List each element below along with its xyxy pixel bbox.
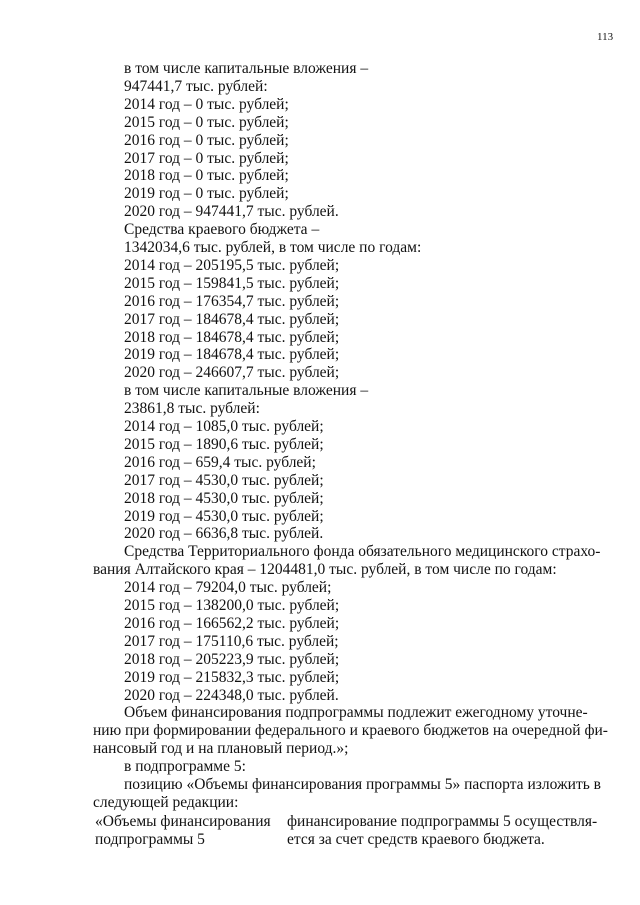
text-line: 2018 год – 205223,9 тыс. рублей;: [124, 650, 340, 668]
paragraph-line: нансовый год и на плановый период.»;: [93, 740, 349, 758]
text-line: 2015 год – 0 тыс. рублей;: [124, 113, 289, 131]
text-line: 2016 год – 0 тыс. рублей;: [124, 131, 289, 149]
text-line: 2018 год – 0 тыс. рублей;: [124, 167, 289, 185]
paragraph-line: Средства Территориального фонда обязательного медицинского страхо-: [124, 543, 601, 561]
text-line: 2017 год – 184678,4 тыс. рублей;: [124, 310, 340, 328]
table-label-line: подпрограммы 5: [95, 830, 205, 848]
text-line: 2020 год – 224348,0 тыс. рублей.: [124, 686, 339, 704]
text-line: 2018 год – 184678,4 тыс. рублей;: [124, 328, 340, 346]
table-label-line: «Объемы финансирования: [95, 812, 271, 830]
table-cell-value: [287, 813, 613, 849]
text-line: 1342034,6 тыс. рублей, в том числе по годам:: [124, 239, 422, 256]
table-value-line: ется за счет средств краевого бюджета.: [287, 830, 545, 848]
text-line: 2014 год – 1085,0 тыс. рублей;: [124, 418, 324, 435]
table-cell-label: [95, 813, 275, 849]
text-line: 2016 год – 659,4 тыс. рублей;: [124, 453, 316, 471]
text-line: 2019 год – 4530,0 тыс. рублей;: [124, 507, 324, 525]
text-line: в том числе капитальные вложения –: [124, 382, 369, 400]
text-line: 2017 год – 4530,0 тыс. рублей;: [124, 471, 324, 489]
text-line: 2020 год – 246607,7 тыс. рублей;: [124, 364, 340, 382]
text-line: 2019 год – 0 тыс. рублей;: [124, 185, 289, 203]
paragraph-line: вания Алтайского края – 1204481,0 тыс. рублей, в том числе по годам:: [93, 561, 557, 579]
text-line: 2015 год – 138200,0 тыс. рублей;: [124, 597, 340, 614]
table-value-line: финансирование подпрограммы 5 осуществля-: [287, 812, 598, 830]
paragraph-line: позицию «Объемы финансирования программы 5» паспорта изложить в: [124, 776, 601, 793]
paragraph-line: в подпрограмме 5:: [124, 758, 246, 776]
text-line: 2017 год – 0 тыс. рублей;: [124, 149, 289, 167]
text-line: 2020 год – 947441,7 тыс. рублей.: [124, 203, 339, 221]
text-line: 2019 год – 184678,4 тыс. рублей;: [124, 346, 340, 364]
text-line: Средства краевого бюджета –: [124, 221, 320, 239]
paragraph-line: Объем финансирования подпрограммы подлежит ежегодному уточне-: [124, 704, 588, 722]
text-line: 2018 год – 4530,0 тыс. рублей;: [124, 489, 324, 507]
text-line: 2014 год – 79204,0 тыс. рублей;: [124, 579, 332, 597]
text-line: 2014 год – 205195,5 тыс. рублей;: [124, 256, 340, 274]
text-line: 2015 год – 159841,5 тыс. рублей;: [124, 274, 340, 292]
text-line: 2020 год – 6636,8 тыс. рублей.: [124, 525, 324, 543]
text-line: 2015 год – 1890,6 тыс. рублей;: [124, 435, 324, 453]
paragraph-line: нию при формировании федерального и краевого бюджетов на очередной фи-: [93, 722, 608, 740]
text-line: 23861,8 тыс. рублей:: [124, 400, 260, 418]
paragraph-line: следующей редакции:: [93, 793, 239, 811]
text-line: в том числе капитальные вложения –: [124, 60, 369, 77]
page-number: 113: [597, 31, 614, 43]
text-line: 2014 год – 0 тыс. рублей;: [124, 95, 289, 113]
text-line: 2016 год – 176354,7 тыс. рублей;: [124, 292, 340, 310]
text-line: 2017 год – 175110,6 тыс. рублей;: [124, 632, 339, 650]
text-line: 2019 год – 215832,3 тыс. рублей;: [124, 668, 340, 686]
text-line: 947441,7 тыс. рублей:: [124, 77, 268, 95]
text-line: 2016 год – 166562,2 тыс. рублей;: [124, 614, 340, 632]
